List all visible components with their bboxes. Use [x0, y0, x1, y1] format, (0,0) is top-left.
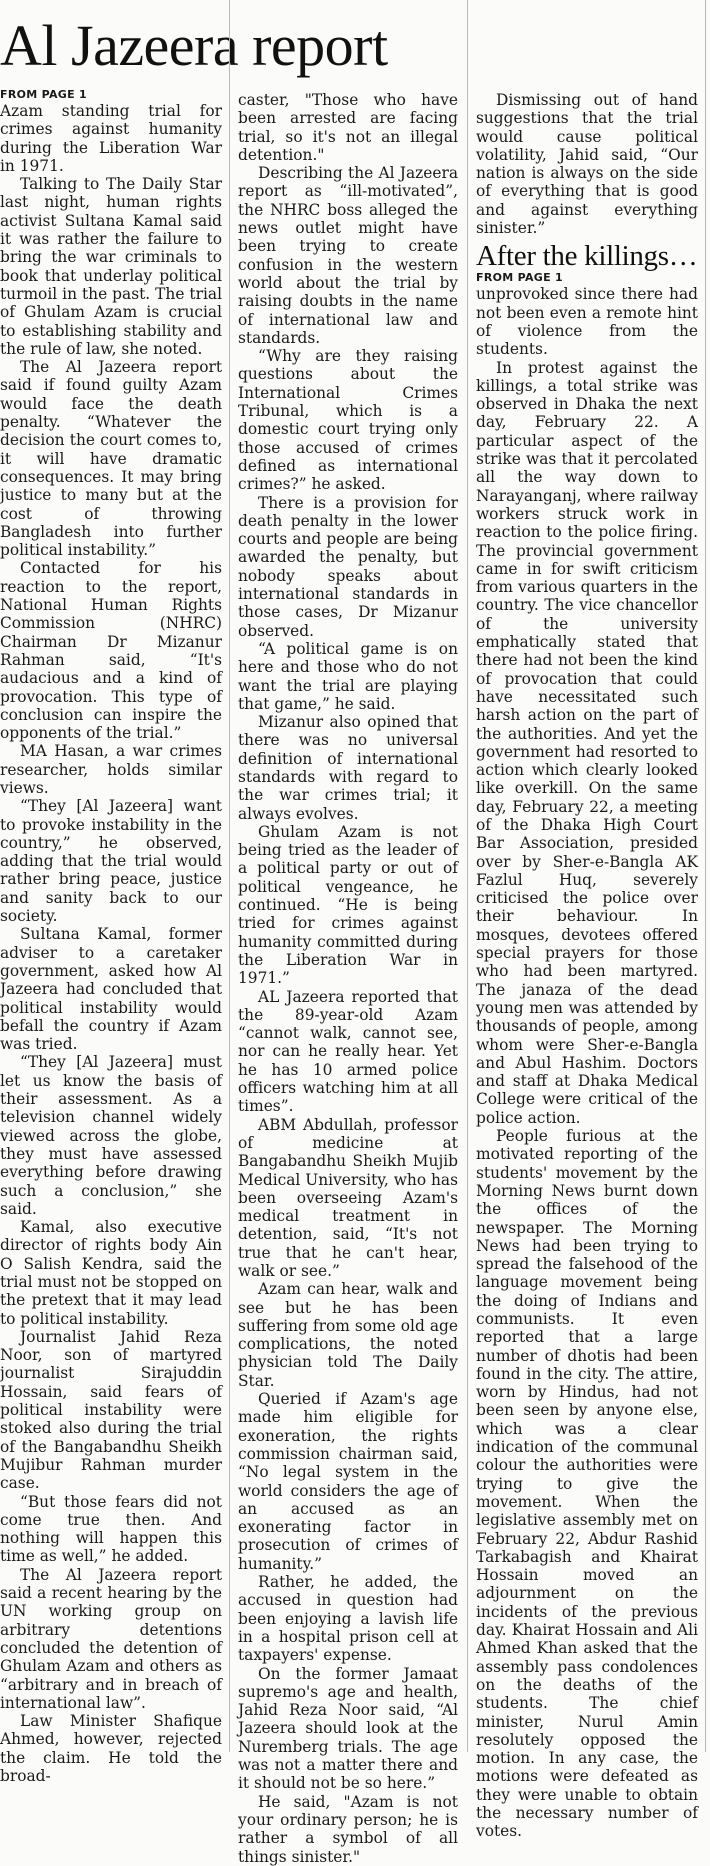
paragraph: Law Minister Shafique Ahmed, however, rejected the claim. He told the broad- — [0, 1712, 222, 1786]
paragraph: Azam standing trial for crimes against humanity during the Liberation War in 1971. — [0, 102, 222, 175]
paragraph: In protest against the killings, a total strike was observed in Dhaka the next day, February 22. A particular aspect of the strike was that it percolated all the way down to Narayanganj, where railway workers struck work in reaction to the police firing. The provincial government came in for swift criticism from various quarters in the country. The vice chancellor of the university emphatically stated that there had not been the kind of provocation that could have necessitated such harsh action on the part of the authorities. And yet the government had resorted to action which clearly looked like overkill. On the same day, February 22, a meeting of the Dhaka High Court Bar Association, presided over by Sher-e-Bangla AK Fazlul Huq, severely criticised the police over their behaviour. In mosques, devotees offered special prayers for those who had been martyred. The janaza of the dead young men was attended by thousands of people, among whom were Sher-e-Bangla and Abul Hashim. Doctors and staff at Dhaka Medical College were critical of the police action. — [476, 358, 698, 1127]
continued-from-label: FROM PAGE 1 — [0, 88, 88, 101]
paragraph: Talking to The Daily Star last night, human rights activist Sultana Kamal said it was rather the failure to bring the war criminals to book that underlay political turmoil in the past. The trial of Ghulam Azam is crucial to establishing stability and the rule of law, she noted. — [0, 175, 222, 358]
paragraph: “They [Al Jazeera] want to provoke instability in the country,” he observed, adding that the trial would rather bring peace, justice and sanity back to our society. — [0, 797, 222, 926]
paragraph: “They [Al Jazeera] must let us know the basis of their assessment. As a television channel widely viewed across the globe, they must have assessed everything before drawing such a conclusion,” she said. — [0, 1053, 222, 1218]
paragraph: Describing the Al Jazeera report as “ill-motivated”, the NHRC boss alleged the news outlet might have been trying to create confusion in the western world about the trial by raising doubts in the name of international law and standards. — [238, 164, 458, 347]
sub-headline: After the killings… — [476, 240, 698, 273]
paragraph: MA Hasan, a war crimes researcher, holds similar views. — [0, 742, 222, 797]
paragraph: The Al Jazeera report said a recent hearing by the UN working group on arbitrary detentions concluded the detention of Ghulam Azam and others as “arbitrary and in breach of international law”. — [0, 1565, 222, 1712]
paragraph: Kamal, also executive director of rights body Ain O Salish Kendra, said the trial must not be stopped on the pretext that it may lead to political instability. — [0, 1218, 222, 1328]
paragraph: Contacted for his reaction to the report, National Human Rights Commission (NHRC) Chairman Dr Mizanur Rahman said, “It's audacious and a kind of provocation. This type of conclusion can inspire the opponents of the trial.” — [0, 559, 222, 743]
paragraph: Azam can hear, walk and see but he has been suffering from some old age complications, the noted physician told The Daily Star. — [238, 1280, 458, 1390]
column-rule — [705, 0, 706, 1752]
paragraph: caster, "Those who have been arrested are facing trial, so it's not an illegal detention." — [238, 91, 458, 164]
article-column-2 — [238, 91, 458, 1866]
headline: Al Jazeera report — [0, 13, 388, 78]
paragraph: Ghulam Azam is not being tried as the leader of a political party or out of political vengeance, he continued. “He is being tried for crimes against humanity committed during the Liberation War in 1971.” — [238, 822, 458, 988]
paragraph: People furious at the motivated reporting of the students' movement by the Morning News burnt down the offices of the newspaper. The Morning News had been trying to spread the falsehood of the language movement being the doing of Indians and communists. It even reported that a large number of dhotis had been found in the city. The attire, worn by Hindus, had not been seen by anyone else, which was a clear indication of the communal colour the authorities were trying to give the movement. When the legislative assembly met on February 22, Abdur Rashid Tarkabagish and Khairat Hossain moved an adjournment on the incidents of the previous day. Khairat Hossain and Ali Ahmed Khan asked that the assembly pass condolences on the deaths of the students. The chief minister, Nurul Amin resolutely opposed the motion. In any case, the motions were defeated as they were unable to obtain the necessary number of votes. — [476, 1127, 698, 1841]
column-rule — [229, 0, 230, 1752]
paragraph: Queried if Azam's age made him eligible for exoneration, the rights commission chairman said, “No legal system in the world considers the age of an accused as an exonerating factor in prosecution of crimes of humanity.” — [238, 1390, 458, 1573]
paragraph: “Why are they raising questions about the International Crimes Tribunal, which is a domestic court trying only those accused of crimes defined as international crimes?” he asked. — [238, 347, 458, 494]
paragraph: There is a provision for death penalty in the lower courts and people are being awarded the penalty, but nobody speaks about international standards in those cases, Dr Mizanur observed. — [238, 493, 458, 640]
article-column-1 — [0, 88, 222, 1786]
paragraph: Sultana Kamal, former adviser to a caretaker government, asked how Al Jazeera had concluded that political instability would befall the country if Azam was tried. — [0, 925, 222, 1054]
paragraph: “But those fears did not come true then. And nothing will happen this time as well,” he added. — [0, 1492, 222, 1566]
paragraph: Journalist Jahid Reza Noor, son of martyred journalist Sirajuddin Hossain, said fears of political instability were stoked also during the trial of the Bangabandhu Sheikh Mujibur Rahman murder case. — [0, 1327, 222, 1493]
paragraph: “A political game is on here and those who do not want the trial are playing that game,” he said. — [238, 639, 458, 713]
paragraph: AL Jazeera reported that the 89-year-old Azam “cannot walk, cannot see, nor can he really hear. Yet he has 10 armed police officers watching him at all times”. — [238, 987, 458, 1116]
continued-from-label: FROM PAGE 1 — [476, 271, 564, 285]
paragraph: Mizanur also opined that there was no universal definition of international standards with regard to the war crimes trial; it always evolves. — [238, 713, 458, 823]
article-column-3 — [476, 91, 698, 1841]
paragraph: He said, "Azam is not your ordinary person; he is rather a symbol of all things sinister." — [238, 1792, 458, 1866]
paragraph: ABM Abdullah, professor of medicine at Bangabandhu Sheikh Mujib Medical University, who has been overseeing Azam's medical treatment in detention, said, “It's not true that he can't hear, walk or see.” — [238, 1115, 458, 1280]
paragraph: Rather, he added, the accused in question had been enjoying a lavish life in a hospital prison cell at taxpayers' expense. — [238, 1573, 458, 1665]
paragraph: unprovoked since there had not been even a remote hint of violence from the students. — [476, 285, 698, 359]
paragraph: The Al Jazeera report said if found guilty Azam would face the death penalty. “Whatever the decision the court comes to, it will have dramatic consequences. It may bring justice to many but at the cost of throwing Bangladesh into further political instability.” — [0, 358, 222, 560]
column-rule — [467, 0, 468, 1752]
paragraph: Dismissing out of hand suggestions that the trial would cause political volatility, Jahid said, “Our nation is always on the side of everything that is good and against everything sinister.” — [476, 91, 698, 238]
paragraph: On the former Jamaat supremo's age and health, Jahid Reza Noor said, “Al Jazeera should look at the Nuremberg trials. The age was not a matter there and it should not be so here.” — [238, 1664, 458, 1793]
